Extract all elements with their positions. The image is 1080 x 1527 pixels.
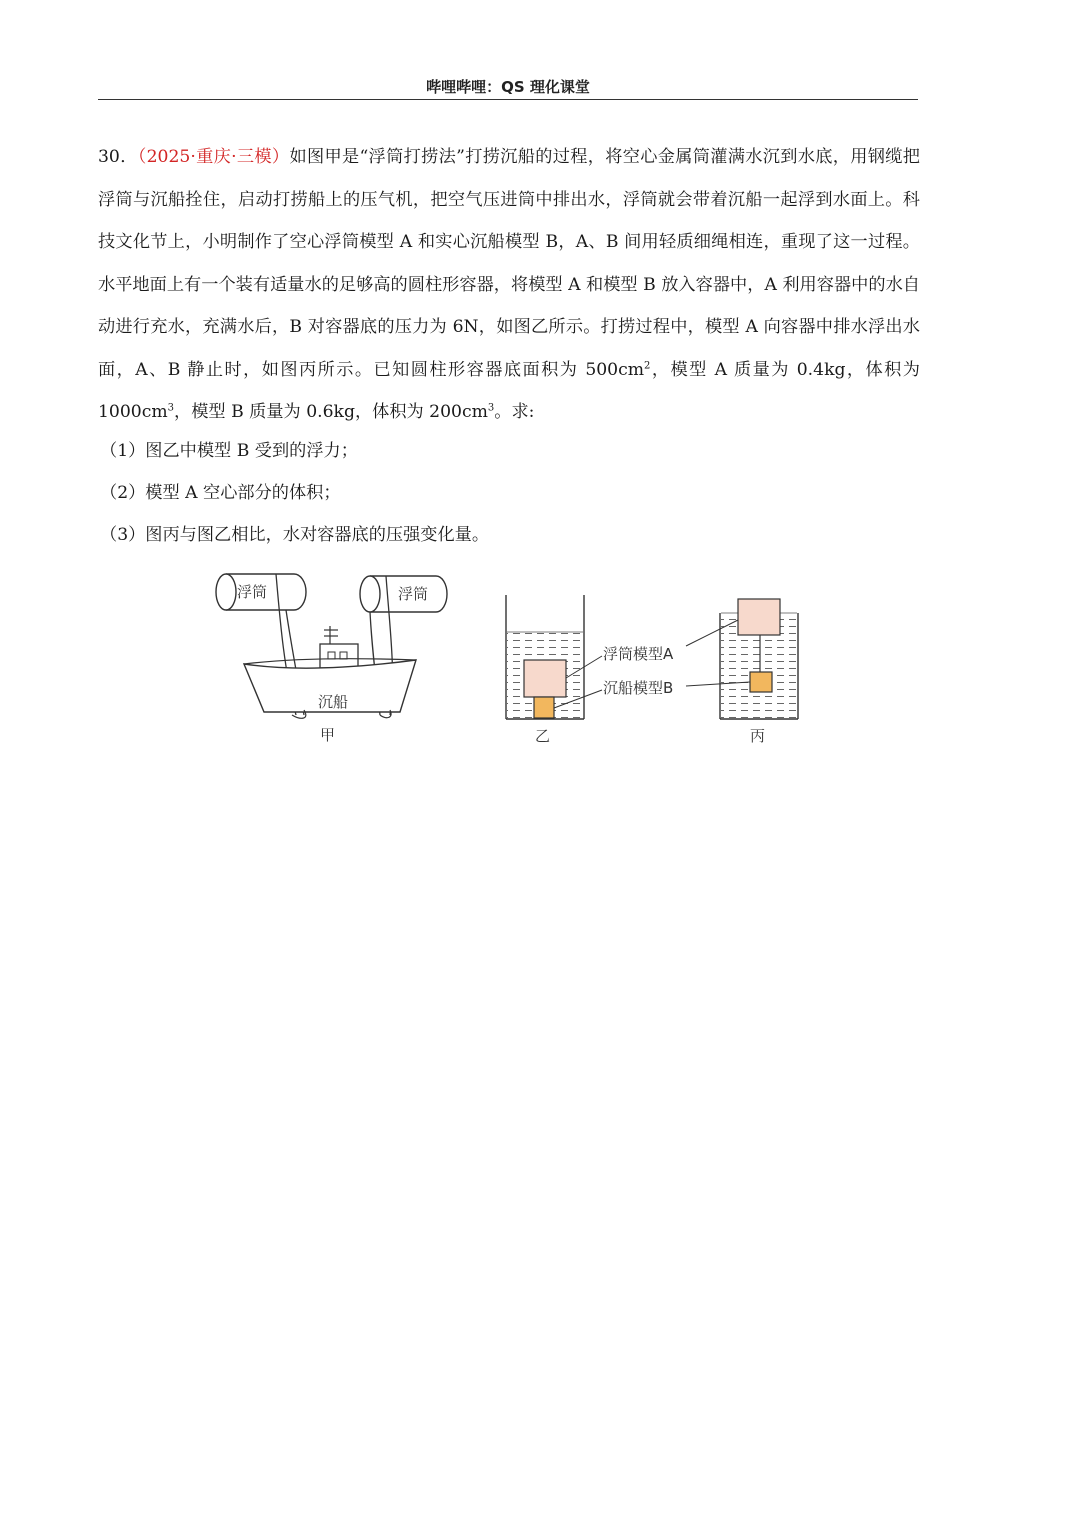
diagram-yi: [506, 595, 602, 745]
question-source: （2025·重庆·三模）: [137, 147, 290, 167]
superscript-area-unit: 2: [644, 359, 651, 371]
pontoon-left-label: 浮筒: [237, 583, 268, 601]
physics-figure: [200, 560, 840, 750]
page-header: 哔哩哔哩：QS 理化课堂: [426, 78, 590, 96]
caption-bing: 丙: [750, 727, 766, 745]
pontoon-right: [360, 576, 447, 612]
question-text-part-1: 如图甲是“浮筒打捞法”打捞沉船的过程，将空心金属筒灌满水沉到水底，用钢缆把浮筒与沉船拴住，启动打捞船上的压气机，把空气压进筒中排出水，浮筒就会带着沉船一起浮到水面上。科技文化节上，小明制作了空心浮筒模型 A 和实心沉船模型 B，A、B 间用轻质细绳相连，重现了这一过程。水平地面上有一个装有适量水的足够高的圆柱形容器，将模型 A 和模型 B 放入容器中，A 利用容器中的水自动进行充水，充满水后，B 对容器底的压力为 6N，如图乙所示。打捞过程中，模型 A 向容器中排水浮出水面，A、B 静止时，如图丙所示。已知圆柱形容器底面积为 500cm: [98, 147, 920, 380]
sub-question-2: （2）模型 A 空心部分的体积；: [100, 483, 341, 503]
caption-jia: 甲: [320, 726, 336, 744]
ship-cabin: [320, 626, 358, 668]
model-b-yi: [534, 697, 554, 718]
header-divider: [98, 99, 918, 100]
superscript-volume-unit-a: 3: [167, 402, 175, 414]
diagram-jia: [216, 574, 447, 744]
ship-label: 沉船: [318, 693, 349, 711]
caption-yi: 乙: [535, 727, 551, 745]
sub-question-3: （3）图丙与图乙相比，水对容器底的压强变化量。: [100, 525, 490, 545]
question-text-part-4: 。求:: [494, 402, 535, 422]
pontoon-right-label: 浮筒: [398, 585, 429, 603]
question-30: [98, 136, 920, 434]
label-model-a: 浮筒模型A: [603, 645, 674, 663]
sub-question-1: （1）图乙中模型 B 受到的浮力；: [100, 441, 358, 461]
model-b-bing: [750, 672, 772, 692]
model-a-bing: [738, 599, 780, 635]
label-model-b: 沉船模型B: [603, 679, 674, 697]
superscript-volume-unit-b: 3: [487, 402, 495, 414]
model-a-yi: [524, 660, 566, 697]
question-text-part-3: ，模型 B 质量为 0.6kg，体积为 200cm: [174, 402, 488, 422]
diagram-bing: [686, 599, 798, 745]
pontoon-left: [216, 574, 306, 610]
question-number: 30．: [98, 147, 138, 167]
question-text-part-2: ，模型 A 质量为 0.4kg，体积为 1000cm: [98, 359, 920, 422]
